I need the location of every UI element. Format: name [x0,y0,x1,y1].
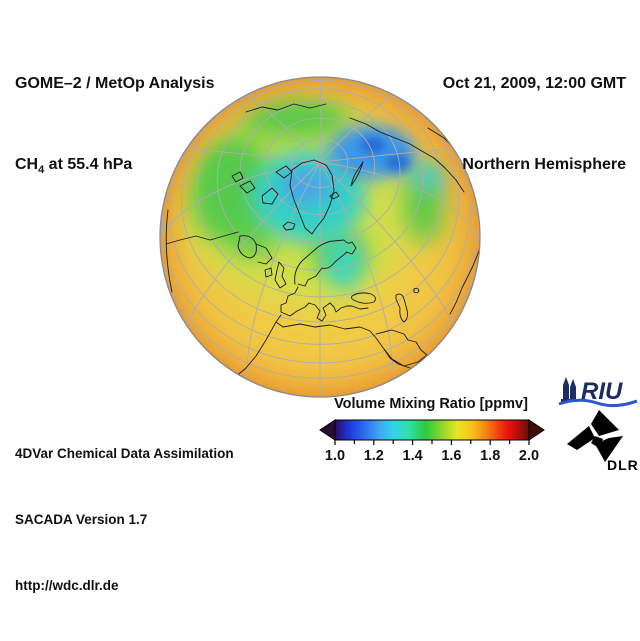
dlr-logo [563,408,639,474]
colorbar-svg [317,394,549,466]
datetime-block [443,16,626,232]
tick-label: 1.0 [324,448,346,464]
assimilation-label: 4DVar Chemical Data Assimilation [15,446,234,461]
hemisphere-label: Northern Hemisphere [462,156,626,173]
colorbar-right-arrow [529,420,544,440]
colorbar-ticks [335,440,529,445]
colorbar-scale [320,420,544,440]
tick-label: 1.2 [363,448,384,464]
colorbar-tick-labels [325,448,539,464]
title-block [15,16,214,238]
colorbar [317,394,549,466]
dlr-logo-svg [563,408,639,474]
riu-logo-svg [557,373,639,409]
date-label: Oct 21, 2009, 12:00 GMT [442,75,626,92]
riu-logo [557,373,639,409]
tick-label: 1.4 [402,448,423,464]
tick-label: 2.0 [518,448,540,464]
colorbar-left-arrow [320,420,335,440]
tick-label: 1.8 [480,448,501,464]
dlr-logo-text: DLR [607,457,639,473]
version-label: SACADA Version 1.7 [15,512,148,527]
dlr-emblem-icon [567,410,623,462]
url-label: http://wdc.dlr.de [15,578,119,593]
colorbar-title: Volume Mixing Ratio [ppmv] [334,396,528,412]
colorbar-gradient-bar [335,420,529,440]
page-title: GOME–2 / MetOp Analysis [15,75,215,92]
species-level-label: $CH_4$ at 55.4 hPa [15,156,133,177]
cathedral-icon [561,377,578,402]
riu-logo-text: RIU [581,378,623,405]
credits-block [15,399,234,641]
tick-label: 1.6 [441,448,462,464]
